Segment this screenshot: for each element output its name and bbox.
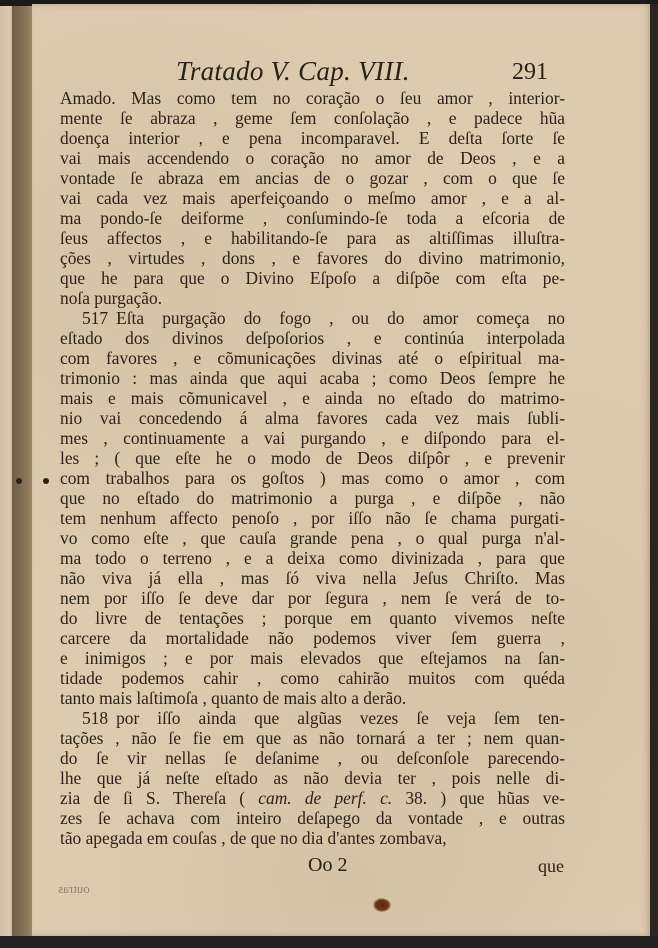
text-line (60, 228, 565, 248)
line-text: tações , não ſe fie em que as não tornará a ter ; nem quan- (60, 728, 565, 748)
text-line (60, 508, 565, 528)
text-line (60, 828, 565, 848)
text-line (60, 128, 565, 148)
text-line (60, 648, 565, 668)
line-text: que he para que o Divino Eſpoſo a diſpõe com eſta pe- (60, 268, 565, 288)
ink-stain (373, 898, 391, 912)
line-text: carcere da mortalidade não podemos viver ſem guerra , (60, 628, 565, 648)
line-text: doença interior , e pena incomparavel. E deſta ſorte ſe (60, 128, 565, 148)
line-text: nem por iſſo ſe deve dar por ſegura , nem ſe verá de to- (60, 588, 565, 608)
text-line (60, 728, 565, 748)
catchword: que (538, 856, 564, 876)
line-text: tem nenhum affecto penoſo , por iſſo não ſe chama purgati- (60, 508, 565, 528)
text-line (60, 368, 565, 388)
line-text: ma todo o terreno , e a deixa como divinizada , para que (60, 548, 565, 568)
line-text: e inimigos ; e por mais elevados que eſtejamos na ſan- (60, 648, 565, 668)
gutter-dot-mark (16, 478, 22, 484)
margin-dot-mark (43, 478, 49, 484)
text-line (60, 328, 565, 348)
text-line (60, 628, 565, 648)
line-text: vai cada vez mais aperfeiçoando o meſmo amor , e a al- (60, 188, 565, 208)
line-text: trimonio : mas ainda que aqui acaba ; como Deos ſempre he (60, 368, 565, 388)
page-bottom-edge (0, 936, 658, 948)
line-text: que no eſtado do matrimonio a purga , e diſpõe , não (60, 488, 565, 508)
line-text: vai mais accendendo o coração no amor de Deos , e a (60, 148, 565, 168)
line-text: com trabalhos para os goſtos ) mas como o amor , com (60, 468, 565, 488)
text-segment: zia de ſi S. Thereſa ( (60, 788, 259, 808)
text-line (60, 568, 565, 588)
text-line (60, 588, 565, 608)
line-text: ſeus affectos , e habilitando-ſe para as altiſſimas illuſtra- (60, 228, 565, 248)
text-line (60, 748, 565, 768)
text-segment: 38. ) que hũas ve- (392, 788, 565, 808)
text-line (60, 768, 565, 788)
line-text: mais e mais cõmunicavel , e ainda no eſtado do matrimo- (60, 388, 565, 408)
text-line (60, 668, 565, 688)
book-gutter (12, 6, 34, 936)
bleed-through-text: outras (58, 881, 90, 896)
line-text: Eſta purgação do fogo , ou do amor começa no (116, 308, 565, 328)
text-line (60, 468, 565, 488)
line-text: com favores , e cõmunicações divinas até o eſpiritual ma- (60, 348, 565, 368)
page-number: 291 (512, 59, 548, 85)
text-line (60, 788, 565, 808)
line-text: nio vai concedendo á alma favores cada vez mais ſubli- (60, 408, 565, 428)
line-text: les ; ( que eſte he o modo de Deos diſpôr , e prevenir (60, 448, 565, 468)
line-text: vo como eſte , que cauſa grande pena , o qual purga n'al- (60, 528, 565, 548)
line-text: vontade ſe abraza em ancias de o gozar , com o que ſe (60, 168, 565, 188)
line-text: tão apegada em couſas , de que no dia d'antes zombava, (60, 828, 447, 848)
body-text (60, 88, 565, 848)
text-line (60, 388, 565, 408)
text-line (60, 428, 565, 448)
text-line (60, 248, 565, 268)
running-head (60, 56, 548, 86)
text-line (60, 188, 565, 208)
line-text: ções , virtudes , dons , e favores do divino matrimonio, (60, 248, 565, 268)
line-text: zes ſe achava com inteiro deſapego da vontade , e outras (60, 808, 565, 828)
text-line (60, 208, 565, 228)
citation-italic: cam. de perf. c. (258, 788, 393, 808)
text-line (60, 348, 565, 368)
text-line (60, 448, 565, 468)
signature-mark: Oo 2 (308, 854, 348, 876)
running-title: Tratado V. Cap. VIII. (176, 56, 410, 86)
line-text: tidade podemos cahir , como cahirão muitos com quéda (60, 668, 565, 688)
paragraph-number: 517 (82, 308, 109, 328)
line-text: Amado. Mas como tem no coração o ſeu amor , interior- (60, 88, 565, 108)
text-line (60, 488, 565, 508)
text-line (60, 808, 565, 828)
text-line (60, 688, 565, 708)
text-line (60, 288, 565, 308)
paragraph-number: 518 (82, 708, 109, 728)
line-text: por iſſo ainda que algũas vezes ſe veja ſem ten- (116, 708, 565, 728)
line-text: eſtado dos divinos deſpoſorios , e continúa interpolada (60, 328, 565, 348)
text-line (60, 308, 565, 328)
line-text: ma pondo-ſe deiforme , conſumindo-ſe toda a eſcoria de (60, 208, 565, 228)
text-line (60, 148, 565, 168)
line-text: do livre de tentações ; porque em quanto vivemos neſte (60, 608, 565, 628)
line-text: do ſe vir nellas ſe deſanime , ou deſconſole parecendo- (60, 748, 565, 768)
text-line (60, 88, 565, 108)
line-text: lhe que já neſte eſtado as não devia ter , pois nelle di- (60, 768, 565, 788)
line-text: mes , continuamente a vai purgando , e diſpondo para el- (60, 428, 565, 448)
text-line (60, 708, 565, 728)
text-line (60, 528, 565, 548)
line-text: mente ſe abraza , geme ſem conſolação , e padece hũa (60, 108, 565, 128)
text-line (60, 108, 565, 128)
line-text: não viva já ella , mas ſó viva nella Jeſus Chriſto. Mas (60, 568, 565, 588)
line-text: noſa purgação. (60, 288, 163, 308)
text-line (60, 608, 565, 628)
page-right-edge (650, 4, 658, 944)
text-line (60, 548, 565, 568)
text-line (60, 168, 565, 188)
text-line (60, 268, 565, 288)
text-line (60, 408, 565, 428)
line-text: tanto mais laſtimoſa , quanto de mais alto a derão. (60, 688, 407, 708)
